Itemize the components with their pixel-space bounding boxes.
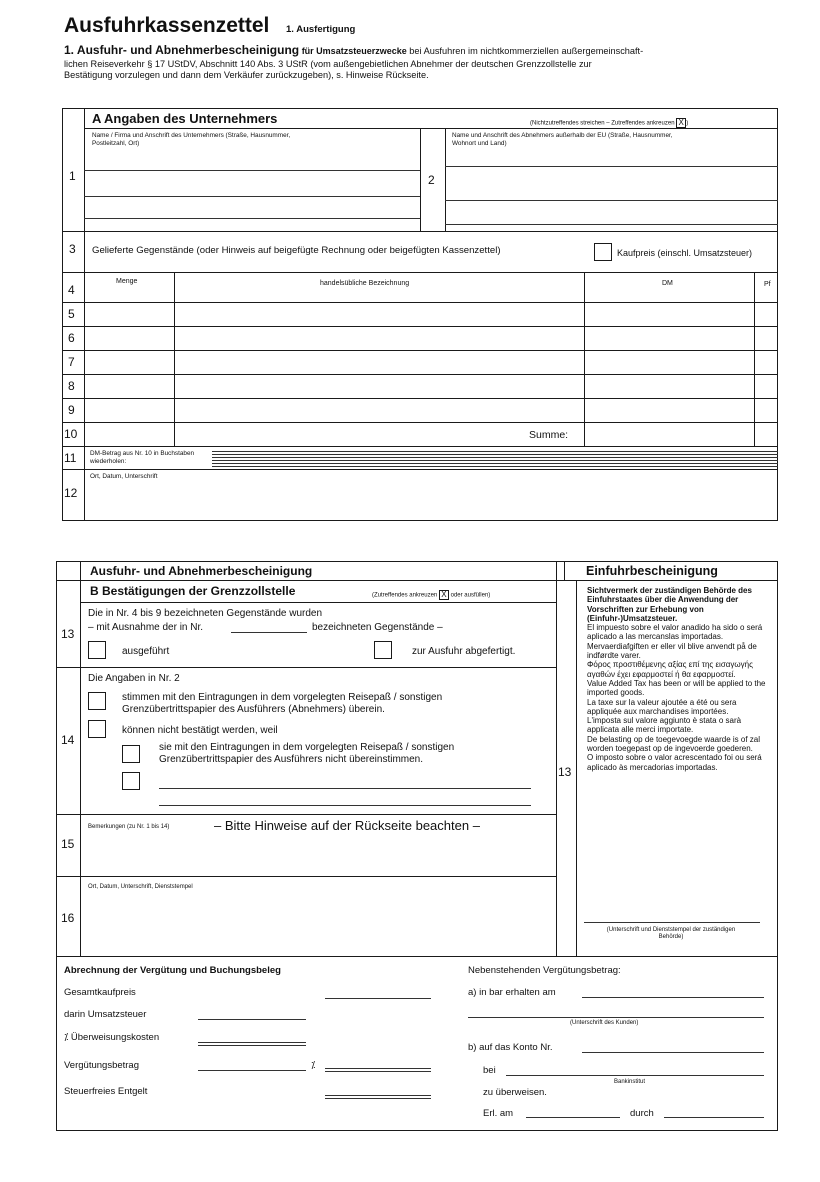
- mismatch-checkbox[interactable]: [122, 745, 140, 763]
- section-a-title: A Angaben des Unternehmers: [92, 111, 278, 126]
- intro-line-3: Bestätigung vorzulegen und dann dem Verkäufer zurückzugeben), s. Hinweise Rückseite.: [64, 70, 429, 80]
- cleared-label: zur Ausfuhr abgefertigt.: [412, 646, 516, 657]
- done-at-field[interactable]: [526, 1117, 620, 1118]
- price-checkbox[interactable]: [594, 243, 612, 261]
- price-label: Kaufpreis (einschl. Umsatzsteuer): [617, 248, 753, 258]
- import-cert-en: Value Added Tax has been or will be applied to the imported goods.: [587, 678, 766, 698]
- row-number-10: 10: [64, 427, 78, 441]
- r13-line-2a: – mit Ausnahme der in Nr.: [88, 622, 204, 633]
- seller-line-3[interactable]: [84, 218, 420, 219]
- seller-line-2[interactable]: [84, 196, 420, 197]
- row-number-8: 8: [68, 379, 75, 393]
- tax-free-field[interactable]: [325, 1095, 431, 1099]
- bank-at-label: bei: [483, 1065, 496, 1076]
- r14-opt1-l2: Grenzübertrittspapier des Ausführers (Abnehmers) überein.: [122, 704, 385, 715]
- exported-checkbox[interactable]: [88, 641, 106, 659]
- not-confirmed-checkbox[interactable]: [88, 720, 106, 738]
- transfer-costs-label: ⁒ Überweisungskosten: [64, 1032, 160, 1043]
- goods-label: Gelieferte Gegenstände (oder Hinweis auf beigefügte Rechnung oder beigefügten Kassenzettel): [92, 245, 501, 256]
- seller-line-1[interactable]: [84, 170, 420, 171]
- copy-label: 1. Ausfertigung: [286, 24, 356, 35]
- intro-line-1: 1. Ausfuhr- und Abnehmerbescheinigung für Umsatzsteuerzwecke bei Ausfuhren im nichtkommerziellen außergemeinschaft-: [64, 43, 644, 57]
- row-number-9: 9: [68, 403, 75, 417]
- section-a-note: (Nichtzutreffendes streichen – Zutreffendes ankreuzen X ): [530, 118, 689, 127]
- import-sign-line[interactable]: [584, 922, 760, 923]
- row-number-5: 5: [68, 307, 75, 321]
- col-pf: Pf: [764, 281, 771, 288]
- import-cert-pt: O imposto sobre o valor acrescentado foi ou será aplicado às mercadorias importadas.: [587, 753, 762, 772]
- row-number-13: 13: [61, 627, 75, 641]
- import-cert-da: Mervaerdiafgiften er eller vil blive anvendt på de indførdte varer.: [587, 641, 757, 661]
- match-checkbox[interactable]: [88, 692, 106, 710]
- done-at-label: Erl. am: [483, 1108, 514, 1119]
- import-cert-es: El impuesto sobre el valor anadido ha sido o será aplicado a las mercanslas importadas.: [587, 623, 763, 642]
- sum-label: Summe:: [529, 429, 569, 441]
- import-cert-el: Φόρος προστιθέμενης αξίας επί της εισαγωγής αγαθών έχει εφαρμοστεί ή θα εφαρμοστεί.: [587, 660, 753, 679]
- import-cert-text: [587, 586, 769, 772]
- refund-minus: ⁒: [311, 1060, 316, 1071]
- row-number-1: 1: [69, 169, 76, 183]
- bank-label: Bankinstitut: [614, 1079, 646, 1085]
- by-label: durch: [630, 1108, 654, 1119]
- transfer-label: zu überweisen.: [483, 1087, 547, 1098]
- section-b-main-title: Ausfuhr- und Abnehmerbescheinigung: [90, 564, 313, 578]
- by-field[interactable]: [664, 1117, 764, 1118]
- row-number-2: 2: [428, 173, 435, 187]
- other-reason-line-2[interactable]: [159, 805, 531, 806]
- refund-field-right[interactable]: [325, 1068, 431, 1072]
- import-sign-label: (Unterschrift und Dienststempel der zuständigen Behörde): [606, 927, 736, 941]
- r15-label: Bemerkungen (zu Nr. 1 bis 14): [88, 824, 170, 830]
- account-field[interactable]: [582, 1052, 764, 1053]
- tax-free-label: Steuerfreies Entgelt: [64, 1086, 148, 1097]
- other-reason-checkbox[interactable]: [122, 772, 140, 790]
- r16-label: Ort, Datum, Unterschrift, Dienststempel: [88, 884, 193, 890]
- r14-sub-l1: sie mit den Eintragungen in dem vorgelegten Reisepaß / sonstigen: [159, 742, 455, 753]
- row-number-6: 6: [68, 331, 75, 345]
- r14-opt2: können nicht bestätigt werden, weil: [122, 725, 278, 736]
- account-label: b) auf das Konto Nr.: [468, 1042, 553, 1053]
- customer-sign-line[interactable]: [468, 1017, 764, 1018]
- intro-line-2: lichen Reiseverkehr § 17 UStDV, Abschnitt 140 Abs. 3 UStR (vom außengebietlichen Abnehmer der deutschen Grenzzollstelle zur: [64, 59, 592, 69]
- buyer-line-1[interactable]: [445, 166, 778, 167]
- row-number-12: 12: [64, 486, 78, 500]
- vat-label: darin Umsatzsteuer: [64, 1009, 147, 1020]
- other-reason-line-1[interactable]: [159, 788, 531, 789]
- refund-label: Vergütungsbetrag: [64, 1060, 140, 1071]
- cleared-checkbox[interactable]: [374, 641, 392, 659]
- row-number-15: 15: [61, 837, 75, 851]
- import-cert-bold: Sichtvermerk der zuständigen Behörde des Einfuhrstaates über die Anwendung der Vorschriften zur Erhebung von (Einfuhr-)Umsatzsteuer.: [587, 586, 752, 623]
- section-b-note: (Zutreffendes ankreuzen X oder ausfüllen): [372, 590, 491, 599]
- r15-text: – Bitte Hinweise auf der Rückseite beachten –: [214, 818, 480, 833]
- right-title: Nebenstehenden Vergütungsbetrag:: [468, 965, 621, 976]
- buyer-line-2[interactable]: [445, 200, 778, 201]
- r14-sub-l2: Grenzübertrittspapier des Ausführers nicht übereinstimmen.: [159, 754, 424, 765]
- row-number-7: 7: [68, 355, 75, 369]
- total-label: Gesamtkaufpreis: [64, 987, 136, 998]
- refund-field-left[interactable]: [198, 1070, 306, 1071]
- page-title: Ausfuhrkassenzettel: [64, 14, 270, 37]
- customer-sign-label: (Unterschrift des Kunden): [570, 1020, 639, 1026]
- r14-opt1-l1: stimmen mit den Eintragungen in dem vorgelegten Reisepaß / sonstigen: [122, 692, 443, 703]
- bank-field[interactable]: [506, 1075, 764, 1076]
- import-cert-fr: La taxe sur la valeur ajoutée a été ou sera appliquée aux marchandises importées.: [587, 697, 737, 716]
- section-b-title: B Bestätigungen der Grenzzollstelle: [90, 584, 296, 598]
- cash-date-field[interactable]: [582, 997, 764, 998]
- exported-label: ausgeführt: [122, 646, 170, 657]
- row-number-16: 16: [61, 911, 75, 925]
- r14-head: Die Angaben in Nr. 2: [88, 673, 180, 684]
- transfer-costs-field[interactable]: [198, 1042, 306, 1046]
- accounting-title: Abrechnung der Vergütung und Buchungsbeleg: [64, 965, 281, 976]
- words-label: DM-Betrag aus Nr. 10 in Buchstaben wiederholen:: [90, 450, 195, 465]
- vat-field[interactable]: [198, 1019, 306, 1020]
- seller-label: Name / Firma und Anschrift des Unternehmers (Straße, Hausnummer, Postleitzahl, Ort): [92, 132, 291, 147]
- buyer-line-3[interactable]: [445, 224, 778, 225]
- import-cert-it: L'imposta sul valore aggiunto è stata o sarà applicata alle merci importate.: [587, 716, 742, 735]
- col-qty: Menge: [116, 278, 138, 285]
- col-dm: DM: [662, 280, 673, 287]
- sign-label: Ort, Datum, Unterschrift: [90, 473, 158, 480]
- cash-label: a) in bar erhalten am: [468, 987, 556, 998]
- col-desc: handelsübliche Bezeichnung: [320, 280, 410, 287]
- r13-excluded-field[interactable]: [231, 632, 307, 633]
- row-number-11: 11: [64, 451, 77, 465]
- import-row-number-13: 13: [558, 765, 572, 779]
- row-number-4: 4: [68, 283, 75, 297]
- r13-line-2b: bezeichneten Gegenstände –: [312, 622, 443, 633]
- r13-line-1: Die in Nr. 4 bis 9 bezeichneten Gegenstände wurden: [88, 608, 323, 619]
- import-cert-title: Einfuhrbescheinigung: [586, 564, 718, 578]
- row-number-14: 14: [61, 733, 75, 747]
- row-number-3: 3: [69, 242, 76, 256]
- import-cert-nl: De belasting op de toegevoegde waarde is of zal worden toegepast op de ingevoerde goederen.: [587, 734, 761, 754]
- total-field[interactable]: [325, 998, 431, 999]
- buyer-label: Name und Anschrift des Abnehmers außerhalb der EU (Straße, Hausnummer, Wohnort und Land): [452, 132, 673, 147]
